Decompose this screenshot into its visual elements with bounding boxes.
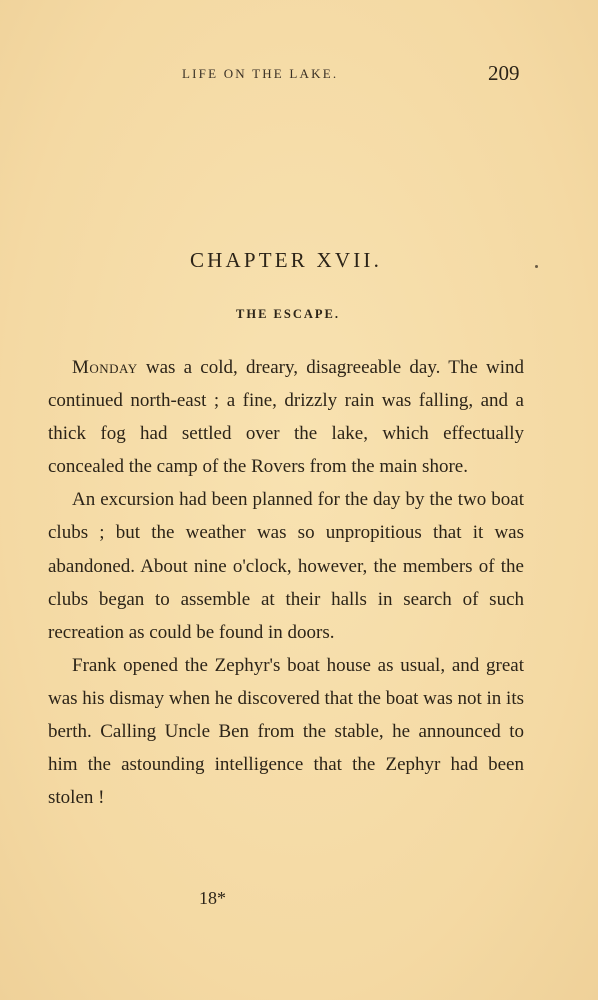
page-number: 209: [488, 61, 520, 85]
paragraph-lead-word: Monday: [72, 357, 138, 378]
section-title: THE ESCAPE.: [236, 307, 340, 321]
signature-mark: 18*: [199, 888, 226, 908]
paragraph-2: An excursion had been planned for the day by the two boat clubs ; but the weather was so unpropitious that it was abandoned. About nine o'clock, however, the members of the clubs began to assemble at their halls in search of such recreation as could be found in doors.: [48, 489, 524, 643]
paragraph-3: Frank opened the Zephyr's boat house as usual, and great was his dismay when he discovered that the boat was not in its berth. Calling Uncle Ben from the stable, he announced to him the astounding intelligence that the Zephyr had been stolen !: [48, 654, 524, 809]
body-text: [48, 351, 524, 814]
paragraph-1: [48, 351, 524, 483]
ink-speck: [535, 265, 538, 268]
paragraph-1-text: was a cold, dreary, disagreeable day. The wind continued north-east ; a fine, drizzly rain was falling, and a thick fog had settled over the lake, which effectually concealed the camp of the Rovers from the main shore.: [48, 357, 524, 478]
chapter-title: CHAPTER XVII.: [189, 248, 383, 272]
running-head: LIFE ON THE LAKE.: [182, 66, 339, 81]
